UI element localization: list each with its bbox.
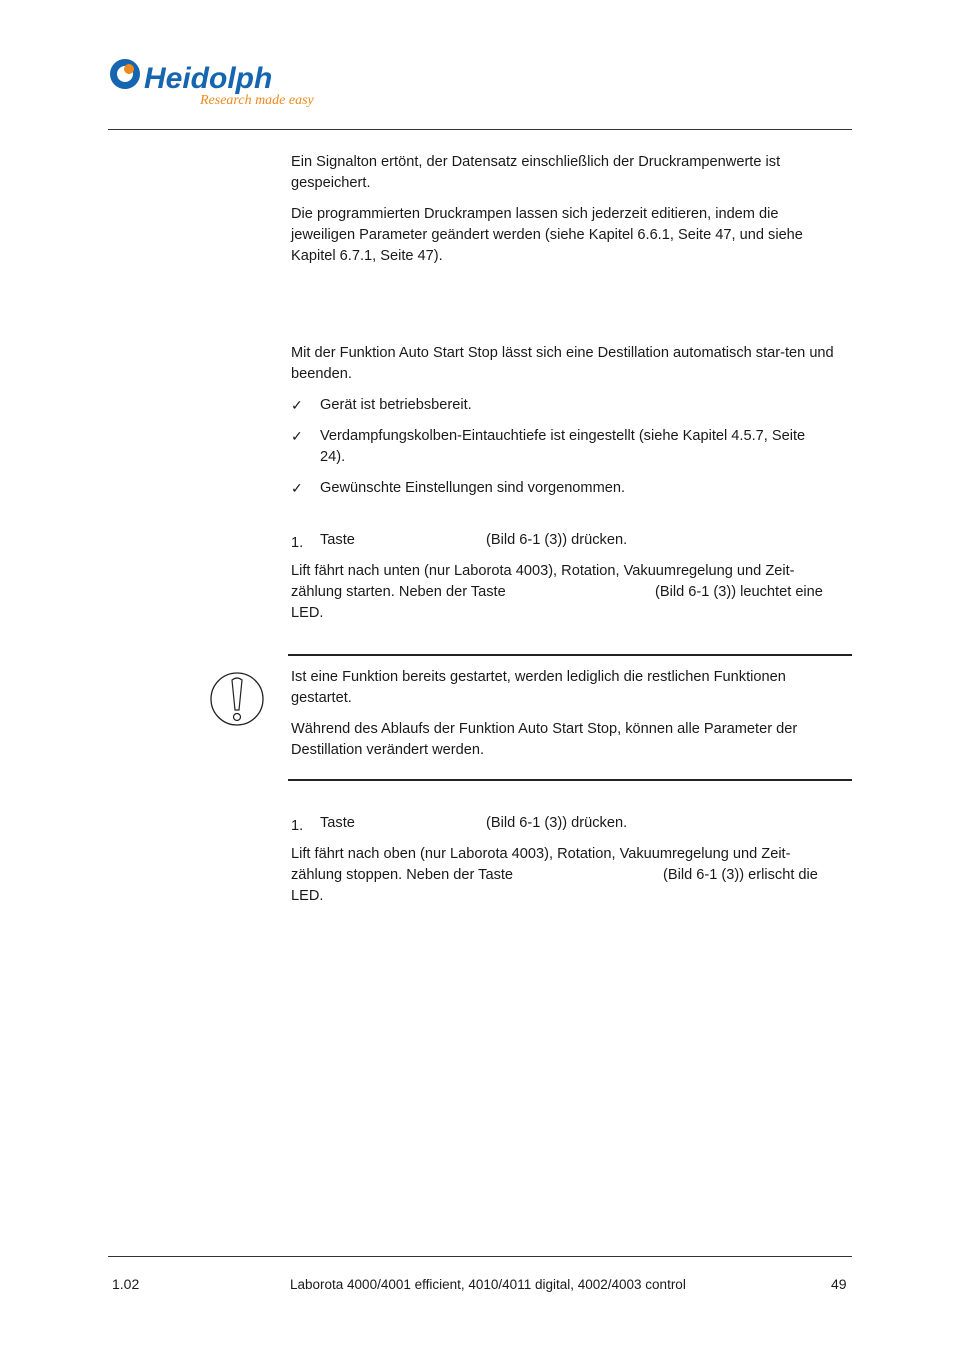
check-icon: ✓ (291, 480, 303, 496)
footer-rule (108, 1256, 852, 1257)
page-number: 49 (831, 1276, 847, 1292)
logo-tagline: Research made easy (200, 93, 314, 108)
list-item: ✓ Verdampfungskolben-Eintauchtiefe ist eingestellt (siehe Kapitel 4.5.7, Seite 24). (291, 428, 806, 465)
footer-product: Laborota 4000/4001 efficient, 4010/4011 digital, 4002/4003 control (290, 1277, 686, 1292)
check-icon: ✓ (291, 397, 303, 413)
paragraph-auto-start-stop: Mit der Funktion Auto Start Stop lässt sich eine Destillation automatisch star-ten und beenden. (291, 345, 834, 382)
paragraph-saved: Ein Signalton ertönt, der Datensatz einschließlich der Druckrampenwerte ist gespeichert. (291, 154, 781, 191)
footer-version: 1.02 (112, 1276, 140, 1292)
heidolph-logo (108, 50, 323, 112)
result-stop: Lift fährt nach oben (nur Laborota 4003), Rotation, Vakuumregelung und Zeit- zählung stoppen. Neben der Taste (Bild 6-1 (3)) erlischt die LED. (291, 846, 818, 904)
checklist (291, 395, 853, 416)
checklist-2 (291, 426, 853, 468)
logo-wordmark: Heidolph (144, 62, 273, 95)
result-start: Lift fährt nach unten (nur Laborota 4003), Rotation, Vakuumregelung und Zeit- zählung starten. Neben der Taste (Bild 6-1 (3)) leuchtet eine LED. (291, 563, 823, 621)
list-item: ✓ Gerät ist betriebsbereit. (291, 395, 853, 416)
note-rule-top (288, 654, 852, 656)
note-text: Ist eine Funktion bereits gestartet, werden lediglich die restlichen Funktionen gestartet. Während des Ablaufs der Funktion Auto Start Stop, können alle Parameter der Destillation verändert werden. (291, 669, 798, 758)
checklist-3 (291, 478, 853, 499)
step-start: 1. Taste (Bild 6-1 (3)) drücken. (291, 532, 628, 551)
attention-icon (208, 670, 266, 728)
note-rule-bottom (288, 779, 852, 781)
check-icon: ✓ (291, 428, 303, 444)
step-stop: 1. Taste (Bild 6-1 (3)) drücken. (291, 815, 628, 834)
header-rule (108, 129, 852, 130)
paragraph-edit-ramps: Die programmierten Druckrampen lassen sich jederzeit editieren, indem die jeweiligen Parameter geändert werden (siehe Kapitel 6.6.1, Seite 47, und siehe Kapitel 6.7.1, Seite 47). (291, 206, 803, 264)
list-item: ✓ Gewünschte Einstellungen sind vorgenommen. (291, 478, 853, 499)
